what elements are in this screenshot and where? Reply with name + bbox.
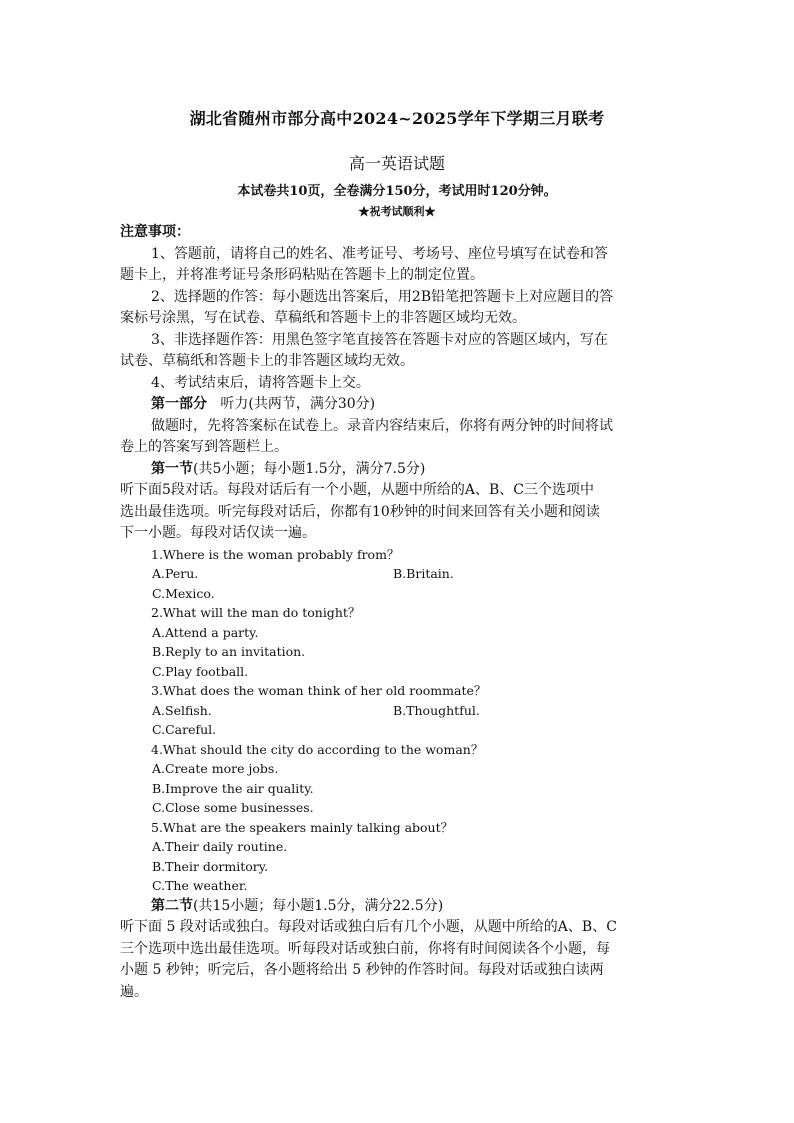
q3-option-c: C.Careful. xyxy=(152,722,217,737)
q2-option-a: A.Attend a party. xyxy=(152,624,259,640)
section1-title xyxy=(120,459,680,481)
question-3-options-ab xyxy=(120,701,680,721)
exam-content xyxy=(120,222,680,1003)
q3-option-b: B.Thoughtful. xyxy=(393,702,480,718)
q5-option-c: C.The weather. xyxy=(152,878,248,893)
q4-option-b: B.Improve the air quality. xyxy=(152,780,314,796)
section1-title-bold: 第一节 xyxy=(151,460,193,477)
note-3-line-1: 3、非选择题作答：用黑色签字笔直接答在答题卡对应的答题区域内，写在 xyxy=(151,331,608,348)
note-1-line-1: 1、答题前，请将自己的姓名、准考证号、考场号、座位号填写在试卷和答 xyxy=(151,245,608,262)
q2-option-b: B.Reply to an invitation. xyxy=(152,644,306,659)
q1-option-c: C.Mexico. xyxy=(152,585,215,601)
question-2: 2.What will the man do tonight？ xyxy=(151,605,361,620)
section1-instr-line-2: 选出最佳选项。听完每段对话后，你都有10秒钟的时间来回答有关小题和阅读 xyxy=(120,503,600,520)
note-2-line-2: 案标号涂黑，写在试卷、草稿纸和答题卡上的非答题区域均无效。 xyxy=(120,310,526,326)
exam-subtitle: 高一英语试题 xyxy=(348,154,445,173)
section2-instr-line-2: 三个选项中选出最佳选项。听每段对话或独白前，你将有时间阅读各个小题，每 xyxy=(120,940,610,957)
note-1-line-2: 题卡上，并将准考证号条形码粘贴在答题卡上的制定位置。 xyxy=(120,267,484,283)
question-1: 1.Where is the woman probably from？ xyxy=(151,546,400,562)
section1-instr-line-3: 下一小题。每段对话仅读一遍。 xyxy=(120,525,316,541)
section1-instr-line-1: 听下面5段对话。每段对话后有一个小题，从题中所给的A、B、C三个选项中 xyxy=(120,482,595,498)
part1-intro-line-2: 卷上的答案写到答题栏上。 xyxy=(120,439,288,455)
exam-info: 本试卷共10页，全卷满分150分，考试用时120分钟。 xyxy=(237,184,557,199)
q2-option-c: C.Play football. xyxy=(152,663,249,679)
section2-instr-line-3: 小题 5 秒钟；听完后，各小题将给出 5 秒钟的作答时间。每段对话或独白读两 xyxy=(120,962,604,978)
section2-title-bold: 第二节 xyxy=(151,897,193,914)
q4-option-a: A.Create more jobs. xyxy=(152,761,279,776)
q5-option-a: A.Their daily routine. xyxy=(152,839,288,854)
q1-option-b: B.Britain. xyxy=(393,566,454,581)
note-2-line-1: 2、选择题的作答：每小题选出答案后，用2B铅笔把答题卡上对应题目的答 xyxy=(151,288,614,305)
section2-instr-line-4: 遍。 xyxy=(120,983,148,1000)
question-4: 4.What should the city do according to the woman？ xyxy=(151,741,484,757)
section2-title xyxy=(120,896,680,918)
note-3-line-2: 试卷、草稿纸和答题卡上的非答题区域均无效。 xyxy=(120,353,414,369)
question-1-options-ab xyxy=(120,564,680,584)
q5-option-b: B.Their dormitory. xyxy=(152,858,269,874)
notes-heading: 注意事项： xyxy=(120,224,190,240)
part1-intro-line-1: 做题时，先将答案标在试卷上。录音内容结束后，你将有两分钟的时间将试 xyxy=(151,417,613,434)
question-5: 5.What are the speakers mainly talking about？ xyxy=(151,819,454,835)
exam-title: 湖北省随州市部分高中2024~2025学年下学期三月联考 xyxy=(189,109,605,128)
good-luck-banner: ★祝考试顺利★ xyxy=(358,205,436,218)
part1-title-rest: 听力(共两节，满分30分) xyxy=(220,396,376,412)
part1-title-bold: 第一部分 xyxy=(151,396,207,412)
section2-title-rest: (共15小题；每小题1.5分，满分22.5分) xyxy=(193,897,444,914)
question-3: 3.What does the woman think of her old roommate？ xyxy=(151,683,487,698)
q3-option-a: A.Selfish. xyxy=(152,702,212,718)
section1-title-rest: (共5小题；每小题1.5分，满分7.5分) xyxy=(193,460,426,477)
part1-title xyxy=(120,394,680,416)
q4-option-c: C.Close some businesses. xyxy=(152,800,314,815)
section2-instr-line-1: 听下面 5 段对话或独白。每段对话或独白后有几个小题，从题中所给的A、B、C xyxy=(120,919,617,935)
note-4-line-1: 4、考试结束后，请将答题卡上交。 xyxy=(151,374,370,391)
q1-option-a: A.Peru. xyxy=(152,566,199,581)
